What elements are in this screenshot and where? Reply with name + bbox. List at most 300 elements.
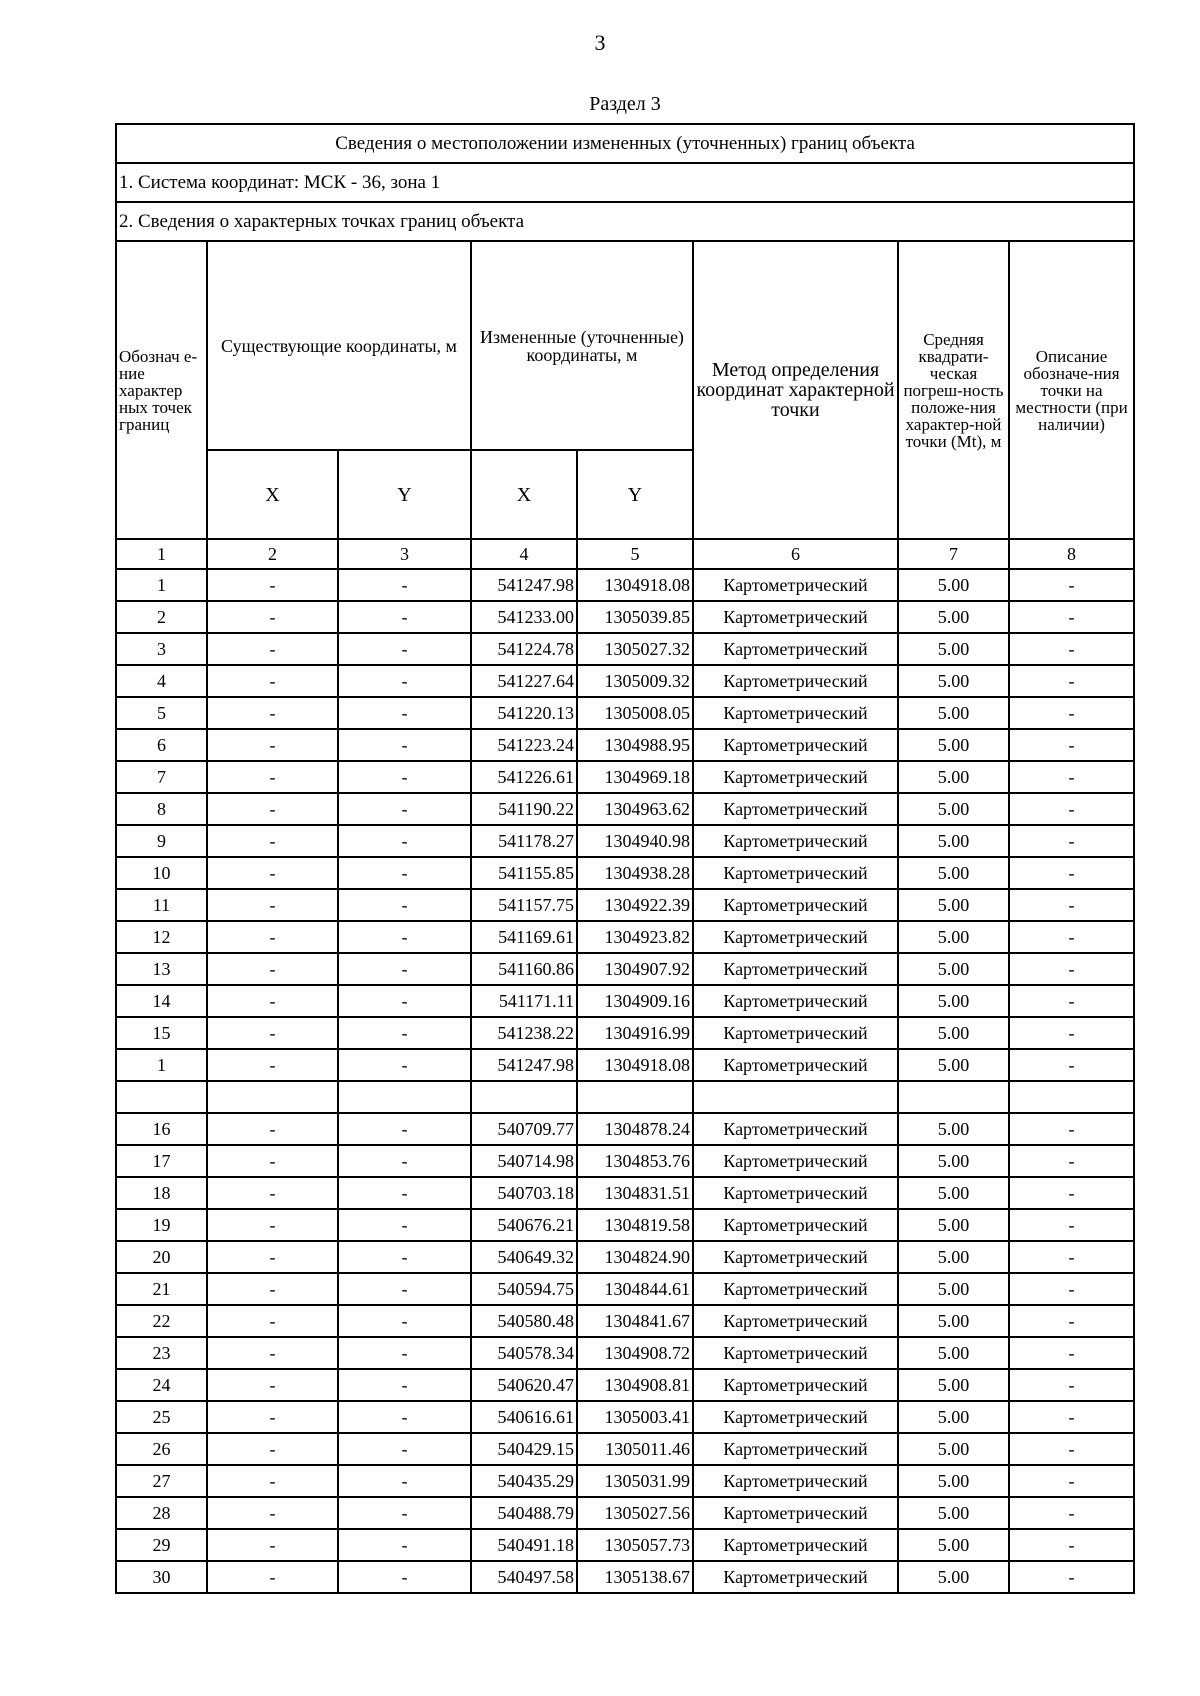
point-id-cell: 11 <box>116 889 207 921</box>
changed-y-cell: 1304824.90 <box>577 1241 693 1273</box>
changed-x-cell: 540491.18 <box>471 1529 577 1561</box>
point-id-cell: 2 <box>116 601 207 633</box>
point-id-cell: 28 <box>116 1497 207 1529</box>
changed-y-cell: 1304841.67 <box>577 1305 693 1337</box>
changed-x-cell: 541247.98 <box>471 1049 577 1081</box>
existing-x-cell: - <box>207 1337 338 1369</box>
existing-y-cell: - <box>338 633 471 665</box>
error-value-cell: 5.00 <box>898 1369 1009 1401</box>
header-existing-coords: Существующие координаты, м <box>207 241 471 450</box>
header-changed-x: X <box>471 450 577 539</box>
error-value-cell: 5.00 <box>898 889 1009 921</box>
description-cell: - <box>1009 1177 1134 1209</box>
column-number: 5 <box>577 539 693 569</box>
description-cell: - <box>1009 825 1134 857</box>
table-row <box>116 1337 1134 1369</box>
changed-x-cell: 540429.15 <box>471 1433 577 1465</box>
coord-system: 1. Система координат: МСК - 36, зона 1 <box>116 163 1134 202</box>
method-cell: Картометрический <box>693 1305 898 1337</box>
error-value-cell: 5.00 <box>898 1465 1009 1497</box>
method-cell: Картометрический <box>693 1529 898 1561</box>
existing-x-cell: - <box>207 921 338 953</box>
table-row <box>116 697 1134 729</box>
table-row <box>116 985 1134 1017</box>
point-id-cell: 29 <box>116 1529 207 1561</box>
changed-x-cell: 540497.58 <box>471 1561 577 1593</box>
changed-y-cell: 1304940.98 <box>577 825 693 857</box>
existing-y-cell: - <box>338 1401 471 1433</box>
existing-y-cell: - <box>338 1529 471 1561</box>
table-row <box>116 1561 1134 1593</box>
table-row <box>116 1465 1134 1497</box>
point-id-cell: 8 <box>116 793 207 825</box>
method-cell: Картометрический <box>693 1049 898 1081</box>
point-id-cell: 1 <box>116 1049 207 1081</box>
existing-x-cell: - <box>207 1497 338 1529</box>
point-id-cell: 22 <box>116 1305 207 1337</box>
header-error: Средняя квадрати-ческая погреш-ность положе-ния характер-ной точки (Mt), м <box>898 241 1009 539</box>
existing-y-cell: - <box>338 825 471 857</box>
existing-x-cell: - <box>207 1561 338 1593</box>
description-cell: - <box>1009 1561 1134 1593</box>
description-cell: - <box>1009 857 1134 889</box>
error-value-cell: 5.00 <box>898 569 1009 601</box>
existing-x-cell: - <box>207 1401 338 1433</box>
point-id-cell: 23 <box>116 1337 207 1369</box>
point-id-cell: 5 <box>116 697 207 729</box>
method-cell: Картометрический <box>693 1561 898 1593</box>
existing-y-cell: - <box>338 1209 471 1241</box>
method-cell: Картометрический <box>693 793 898 825</box>
changed-y-cell: 1304908.81 <box>577 1369 693 1401</box>
method-cell: Картометрический <box>693 825 898 857</box>
changed-x-cell: 540435.29 <box>471 1465 577 1497</box>
changed-x-cell: 541227.64 <box>471 665 577 697</box>
description-cell: - <box>1009 729 1134 761</box>
changed-x-cell: 540580.48 <box>471 1305 577 1337</box>
table-row <box>116 1401 1134 1433</box>
changed-y-cell: 1304916.99 <box>577 1017 693 1049</box>
table-row <box>116 793 1134 825</box>
error-value-cell: 5.00 <box>898 1273 1009 1305</box>
existing-y-cell: - <box>338 1561 471 1593</box>
changed-y-cell <box>577 1081 693 1113</box>
table-row <box>116 1017 1134 1049</box>
point-id-cell: 7 <box>116 761 207 793</box>
changed-x-cell: 541224.78 <box>471 633 577 665</box>
method-cell: Картометрический <box>693 1145 898 1177</box>
table-row <box>116 1305 1134 1337</box>
changed-y-cell: 1304988.95 <box>577 729 693 761</box>
method-cell: Картометрический <box>693 985 898 1017</box>
changed-y-cell: 1305031.99 <box>577 1465 693 1497</box>
existing-x-cell: - <box>207 1017 338 1049</box>
description-cell: - <box>1009 569 1134 601</box>
point-id-cell: 1 <box>116 569 207 601</box>
changed-x-cell: 540703.18 <box>471 1177 577 1209</box>
existing-x-cell: - <box>207 1145 338 1177</box>
error-value-cell: 5.00 <box>898 953 1009 985</box>
method-cell: Картометрический <box>693 1433 898 1465</box>
method-cell: Картометрический <box>693 697 898 729</box>
point-id-cell: 21 <box>116 1273 207 1305</box>
method-cell: Картометрический <box>693 1465 898 1497</box>
point-id-cell: 19 <box>116 1209 207 1241</box>
header-existing-y: Y <box>338 450 471 539</box>
existing-x-cell: - <box>207 1305 338 1337</box>
changed-y-cell: 1304908.72 <box>577 1337 693 1369</box>
changed-y-cell: 1304963.62 <box>577 793 693 825</box>
points-caption-row <box>116 202 1134 241</box>
error-value-cell: 5.00 <box>898 697 1009 729</box>
existing-y-cell: - <box>338 1113 471 1145</box>
changed-x-cell: 541157.75 <box>471 889 577 921</box>
changed-x-cell: 540714.98 <box>471 1145 577 1177</box>
point-id-cell: 20 <box>116 1241 207 1273</box>
changed-x-cell: 541226.61 <box>471 761 577 793</box>
existing-x-cell: - <box>207 633 338 665</box>
method-cell <box>693 1081 898 1113</box>
points-caption: 2. Сведения о характерных точках границ объекта <box>116 202 1134 241</box>
changed-x-cell: 541160.86 <box>471 953 577 985</box>
existing-y-cell: - <box>338 1017 471 1049</box>
method-cell: Картометрический <box>693 1113 898 1145</box>
description-cell: - <box>1009 985 1134 1017</box>
description-cell: - <box>1009 1273 1134 1305</box>
error-value-cell: 5.00 <box>898 825 1009 857</box>
table-row <box>116 953 1134 985</box>
header-point-label: Обознач е-ние характер ных точек границ <box>116 241 207 539</box>
existing-y-cell: - <box>338 793 471 825</box>
description-cell: - <box>1009 1241 1134 1273</box>
description-cell: - <box>1009 1529 1134 1561</box>
changed-y-cell: 1304853.76 <box>577 1145 693 1177</box>
description-cell: - <box>1009 1433 1134 1465</box>
table-row <box>116 1049 1134 1081</box>
error-value-cell: 5.00 <box>898 729 1009 761</box>
table-row <box>116 633 1134 665</box>
point-id-cell: 9 <box>116 825 207 857</box>
existing-x-cell: - <box>207 953 338 985</box>
header-changed-coords: Измененные (уточненные) координаты, м <box>471 241 693 450</box>
changed-y-cell: 1304938.28 <box>577 857 693 889</box>
changed-y-cell: 1305057.73 <box>577 1529 693 1561</box>
table-row <box>116 857 1134 889</box>
point-id-cell: 12 <box>116 921 207 953</box>
error-value-cell: 5.00 <box>898 761 1009 793</box>
method-cell: Картометрический <box>693 1209 898 1241</box>
method-cell: Картометрический <box>693 1369 898 1401</box>
description-cell: - <box>1009 1465 1134 1497</box>
existing-x-cell: - <box>207 825 338 857</box>
column-number: 7 <box>898 539 1009 569</box>
changed-x-cell: 541233.00 <box>471 601 577 633</box>
description-cell: - <box>1009 953 1134 985</box>
description-cell: - <box>1009 1497 1134 1529</box>
existing-x-cell: - <box>207 729 338 761</box>
existing-x-cell: - <box>207 1465 338 1497</box>
method-cell: Картометрический <box>693 569 898 601</box>
table-row <box>116 601 1134 633</box>
table-title: Сведения о местоположении измененных (уточненных) границ объекта <box>116 124 1134 163</box>
error-value-cell: 5.00 <box>898 1049 1009 1081</box>
existing-x-cell: - <box>207 1273 338 1305</box>
existing-x-cell: - <box>207 889 338 921</box>
table-row <box>116 1241 1134 1273</box>
description-cell: - <box>1009 1145 1134 1177</box>
description-cell: - <box>1009 1369 1134 1401</box>
description-cell <box>1009 1081 1134 1113</box>
table-row <box>116 569 1134 601</box>
page-number: 3 <box>594 30 606 55</box>
method-cell: Картометрический <box>693 1273 898 1305</box>
error-value-cell: 5.00 <box>898 1177 1009 1209</box>
existing-y-cell: - <box>338 857 471 889</box>
description-cell: - <box>1009 1017 1134 1049</box>
column-number: 2 <box>207 539 338 569</box>
method-cell: Картометрический <box>693 1241 898 1273</box>
existing-y-cell: - <box>338 1241 471 1273</box>
column-number: 4 <box>471 539 577 569</box>
changed-y-cell: 1305003.41 <box>577 1401 693 1433</box>
method-cell: Картометрический <box>693 921 898 953</box>
changed-x-cell: 541247.98 <box>471 569 577 601</box>
coordinates-table <box>115 123 1135 1594</box>
existing-y-cell: - <box>338 761 471 793</box>
changed-x-cell: 540578.34 <box>471 1337 577 1369</box>
point-id-cell: 27 <box>116 1465 207 1497</box>
existing-y-cell: - <box>338 1465 471 1497</box>
changed-y-cell: 1305027.32 <box>577 633 693 665</box>
point-id-cell: 6 <box>116 729 207 761</box>
changed-y-cell: 1305138.67 <box>577 1561 693 1593</box>
error-value-cell: 5.00 <box>898 1497 1009 1529</box>
point-id-cell: 13 <box>116 953 207 985</box>
existing-x-cell: - <box>207 1433 338 1465</box>
error-value-cell: 5.00 <box>898 1305 1009 1337</box>
error-value-cell: 5.00 <box>898 1113 1009 1145</box>
method-cell: Картометрический <box>693 1497 898 1529</box>
table-row <box>116 1529 1134 1561</box>
existing-x-cell <box>207 1081 338 1113</box>
method-cell: Картометрический <box>693 1401 898 1433</box>
existing-x-cell: - <box>207 761 338 793</box>
error-value-cell: 5.00 <box>898 1145 1009 1177</box>
existing-y-cell: - <box>338 889 471 921</box>
error-value-cell: 5.00 <box>898 633 1009 665</box>
table-row <box>116 729 1134 761</box>
table-row <box>116 1177 1134 1209</box>
changed-y-cell: 1304819.58 <box>577 1209 693 1241</box>
changed-x-cell: 540709.77 <box>471 1113 577 1145</box>
changed-x-cell: 541169.61 <box>471 921 577 953</box>
description-cell: - <box>1009 1049 1134 1081</box>
method-cell: Картометрический <box>693 953 898 985</box>
header-row-1 <box>116 241 1134 450</box>
existing-y-cell: - <box>338 985 471 1017</box>
description-cell: - <box>1009 1209 1134 1241</box>
changed-y-cell: 1304918.08 <box>577 1049 693 1081</box>
header-existing-x: X <box>207 450 338 539</box>
existing-y-cell: - <box>338 1305 471 1337</box>
description-cell: - <box>1009 1401 1134 1433</box>
point-id-cell: 17 <box>116 1145 207 1177</box>
table-row <box>116 1081 1134 1113</box>
method-cell: Картометрический <box>693 889 898 921</box>
existing-y-cell: - <box>338 569 471 601</box>
changed-y-cell: 1305011.46 <box>577 1433 693 1465</box>
method-cell: Картометрический <box>693 857 898 889</box>
existing-y-cell: - <box>338 1177 471 1209</box>
error-value-cell: 5.00 <box>898 1529 1009 1561</box>
description-cell: - <box>1009 889 1134 921</box>
column-numbers-row <box>116 539 1134 569</box>
point-id-cell: 26 <box>116 1433 207 1465</box>
method-cell: Картометрический <box>693 729 898 761</box>
column-number: 3 <box>338 539 471 569</box>
method-cell: Картометрический <box>693 601 898 633</box>
description-cell: - <box>1009 921 1134 953</box>
changed-y-cell: 1304907.92 <box>577 953 693 985</box>
existing-x-cell: - <box>207 857 338 889</box>
existing-y-cell: - <box>338 1497 471 1529</box>
changed-y-cell: 1304969.18 <box>577 761 693 793</box>
method-cell: Картометрический <box>693 665 898 697</box>
error-value-cell: 5.00 <box>898 1433 1009 1465</box>
existing-x-cell: - <box>207 569 338 601</box>
method-cell: Картометрический <box>693 1177 898 1209</box>
changed-y-cell: 1304922.39 <box>577 889 693 921</box>
error-value-cell: 5.00 <box>898 1561 1009 1593</box>
existing-y-cell: - <box>338 1049 471 1081</box>
table-row <box>116 1273 1134 1305</box>
existing-y-cell: - <box>338 665 471 697</box>
existing-y-cell: - <box>338 1433 471 1465</box>
existing-y-cell: - <box>338 1369 471 1401</box>
description-cell: - <box>1009 761 1134 793</box>
changed-y-cell: 1305039.85 <box>577 601 693 633</box>
description-cell: - <box>1009 1113 1134 1145</box>
existing-x-cell: - <box>207 1177 338 1209</box>
changed-x-cell: 541155.85 <box>471 857 577 889</box>
error-value-cell: 5.00 <box>898 1017 1009 1049</box>
table-row <box>116 1369 1134 1401</box>
existing-x-cell: - <box>207 1049 338 1081</box>
existing-x-cell: - <box>207 1113 338 1145</box>
changed-y-cell: 1305027.56 <box>577 1497 693 1529</box>
existing-y-cell: - <box>338 697 471 729</box>
column-number: 6 <box>693 539 898 569</box>
error-value-cell: 5.00 <box>898 793 1009 825</box>
changed-x-cell: 540649.32 <box>471 1241 577 1273</box>
changed-x-cell: 540676.21 <box>471 1209 577 1241</box>
table-row <box>116 761 1134 793</box>
changed-y-cell: 1304831.51 <box>577 1177 693 1209</box>
point-id-cell: 30 <box>116 1561 207 1593</box>
description-cell: - <box>1009 793 1134 825</box>
coord-system-row <box>116 163 1134 202</box>
description-cell: - <box>1009 601 1134 633</box>
description-cell: - <box>1009 633 1134 665</box>
point-id-cell <box>116 1081 207 1113</box>
existing-y-cell <box>338 1081 471 1113</box>
changed-y-cell: 1304918.08 <box>577 569 693 601</box>
changed-x-cell: 541190.22 <box>471 793 577 825</box>
table-row <box>116 1433 1134 1465</box>
table-row <box>116 665 1134 697</box>
changed-y-cell: 1304923.82 <box>577 921 693 953</box>
existing-x-cell: - <box>207 601 338 633</box>
table-row <box>116 1497 1134 1529</box>
point-id-cell: 24 <box>116 1369 207 1401</box>
changed-x-cell: 540594.75 <box>471 1273 577 1305</box>
existing-y-cell: - <box>338 1145 471 1177</box>
changed-x-cell: 540616.61 <box>471 1401 577 1433</box>
changed-x-cell: 540620.47 <box>471 1369 577 1401</box>
table-row <box>116 825 1134 857</box>
error-value-cell: 5.00 <box>898 1241 1009 1273</box>
table-title-row <box>116 124 1134 163</box>
existing-x-cell: - <box>207 665 338 697</box>
method-cell: Картометрический <box>693 761 898 793</box>
error-value-cell <box>898 1081 1009 1113</box>
existing-y-cell: - <box>338 729 471 761</box>
existing-x-cell: - <box>207 1241 338 1273</box>
point-id-cell: 16 <box>116 1113 207 1145</box>
description-cell: - <box>1009 1337 1134 1369</box>
changed-y-cell: 1304844.61 <box>577 1273 693 1305</box>
error-value-cell: 5.00 <box>898 1337 1009 1369</box>
existing-x-cell: - <box>207 985 338 1017</box>
existing-y-cell: - <box>338 921 471 953</box>
point-id-cell: 3 <box>116 633 207 665</box>
existing-y-cell: - <box>338 1337 471 1369</box>
existing-x-cell: - <box>207 1529 338 1561</box>
changed-x-cell: 541220.13 <box>471 697 577 729</box>
method-cell: Картометрический <box>693 1017 898 1049</box>
table-row <box>116 1113 1134 1145</box>
description-cell: - <box>1009 665 1134 697</box>
existing-x-cell: - <box>207 1369 338 1401</box>
existing-x-cell: - <box>207 793 338 825</box>
changed-x-cell: 541238.22 <box>471 1017 577 1049</box>
changed-x-cell: 540488.79 <box>471 1497 577 1529</box>
existing-x-cell: - <box>207 1209 338 1241</box>
point-id-cell: 25 <box>116 1401 207 1433</box>
table-row <box>116 1209 1134 1241</box>
error-value-cell: 5.00 <box>898 1401 1009 1433</box>
section-title: Раздел 3 <box>589 93 661 115</box>
point-id-cell: 15 <box>116 1017 207 1049</box>
changed-x-cell: 541178.27 <box>471 825 577 857</box>
changed-y-cell: 1304909.16 <box>577 985 693 1017</box>
description-cell: - <box>1009 1305 1134 1337</box>
point-id-cell: 18 <box>116 1177 207 1209</box>
header-description: Описание обозначе-ния точки на местности (при наличии) <box>1009 241 1134 539</box>
table-row <box>116 889 1134 921</box>
header-changed-y: Y <box>577 450 693 539</box>
point-id-cell: 10 <box>116 857 207 889</box>
existing-y-cell: - <box>338 953 471 985</box>
existing-y-cell: - <box>338 1273 471 1305</box>
changed-x-cell: 541223.24 <box>471 729 577 761</box>
error-value-cell: 5.00 <box>898 985 1009 1017</box>
description-cell: - <box>1009 697 1134 729</box>
table-row <box>116 921 1134 953</box>
error-value-cell: 5.00 <box>898 601 1009 633</box>
error-value-cell: 5.00 <box>898 665 1009 697</box>
column-number: 1 <box>116 539 207 569</box>
